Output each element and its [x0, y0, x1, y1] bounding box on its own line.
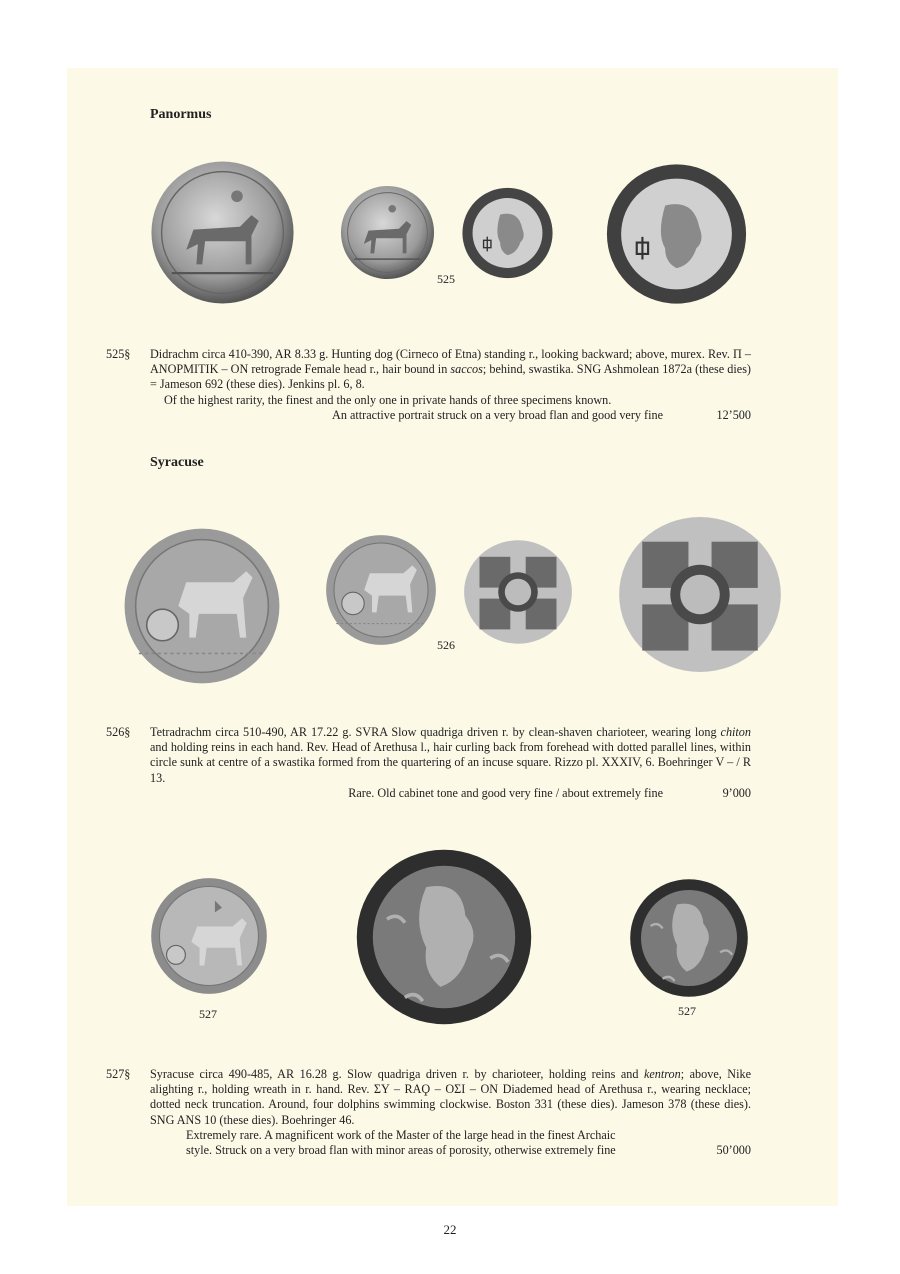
lot-526: [106, 725, 751, 805]
lot-527: [106, 1067, 751, 1167]
coin-label-525: 525: [437, 272, 455, 286]
coin-525-reverse-large: [603, 163, 750, 305]
coin-526-reverse-small: [457, 537, 579, 647]
lot-number: 525§: [106, 347, 131, 361]
coin-526-obverse-large: [117, 527, 287, 685]
page-number: 22: [443, 1222, 457, 1237]
lot-condition: An attractive portrait struck on a very broad flan and good very fine: [332, 407, 663, 422]
coin-label-526: 526: [437, 638, 455, 652]
lot-price: 50’000: [716, 1143, 751, 1158]
coin-label-527-left: 527: [199, 1007, 217, 1021]
lot-condition: Rare. Old cabinet tone and good very fine / about extremely fine: [348, 785, 663, 800]
lot-condition: style. Struck on a very broad flan with minor areas of porosity, otherwise extremely fine: [186, 1143, 616, 1158]
section-heading-syracuse: Syracuse: [150, 455, 204, 470]
coin-525-reverse-small: [460, 187, 555, 279]
section-heading-panormus: Panormus: [150, 107, 212, 122]
lot-price: 12’500: [716, 407, 751, 422]
coin-527-reverse-large: [349, 848, 539, 1026]
coin-525-obverse-small: [340, 185, 435, 280]
coin-527-reverse-small: [627, 878, 751, 998]
lot-description: Didrachm circa 410-390, AR 8.33 g. Hunting dog (Cirneco of Etna) standing r., looking backward; above, murex. Rev. Π – ΑΝΟΡΜΙΤΙΚ – ΟΝ retrograde Female head r., hair bound in saccos; behind, swastika. SNG Ashmolean 1872a (these dies) = Jameson 692 (these dies). Jenkins pl. 6, 8. Of the highest rarity, the finest and the only one in private hands of three specimens known. An attractive portrait struck on a very broad flan and good very fine 12’500: [150, 347, 751, 422]
coin-527-obverse: [150, 875, 268, 997]
coin-label-527-right: 527: [678, 1004, 696, 1018]
lot-description: Syracuse circa 490-485, AR 16.28 g. Slow quadriga driven r. by charioteer, holding reins and kentron; above, Nike alighting r., holding wreath in r. hand. Rev. ΣΥ – RAϘ – ΟΣΙ – ΟΝ Diademed head of Arethusa r., wearing necklace; dotted neck truncation. Around, four dolphins swimming clockwise. Boston 331 (these dies). Jameson 378 (these dies). SNG ANS 10 (these dies). Boehringer 46. Extremely rare. A magnificent work of the Master of the large head in the finest Archaic style. Struck on a very broad flan with minor areas of porosity, otherwise extremely fine 50’000: [150, 1067, 751, 1158]
lot-note: Of the highest rarity, the finest and the only one in private hands of three specimens known.: [164, 392, 612, 407]
lot-number: 527§: [106, 1067, 131, 1081]
coin-526-reverse-large: [607, 512, 793, 677]
coin-526-obverse-small: [325, 530, 437, 650]
lot-number: 526§: [106, 725, 131, 739]
lot-525: [106, 347, 751, 427]
coin-525-obverse-large: [150, 160, 295, 305]
lot-price: 9’000: [722, 785, 751, 800]
lot-description: Tetradrachm circa 510-490, AR 17.22 g. SVRA Slow quadriga driven r. by clean-shaven charioteer, wearing long chiton and holding reins in each hand. Rev. Head of Arethusa l., hair curling back from forehead with dotted parallel lines, within circle sunk at centre of a swastika formed from the quartering of an incuse square. Rizzo pl. XXXIV, 6. Boehringer V – / R 13. Rare. Old cabinet tone and good very fine / about extremely fine 9’000: [150, 725, 751, 800]
lot-note: Extremely rare. A magnificent work of the Master of the large head in the finest Archaic: [186, 1127, 616, 1142]
